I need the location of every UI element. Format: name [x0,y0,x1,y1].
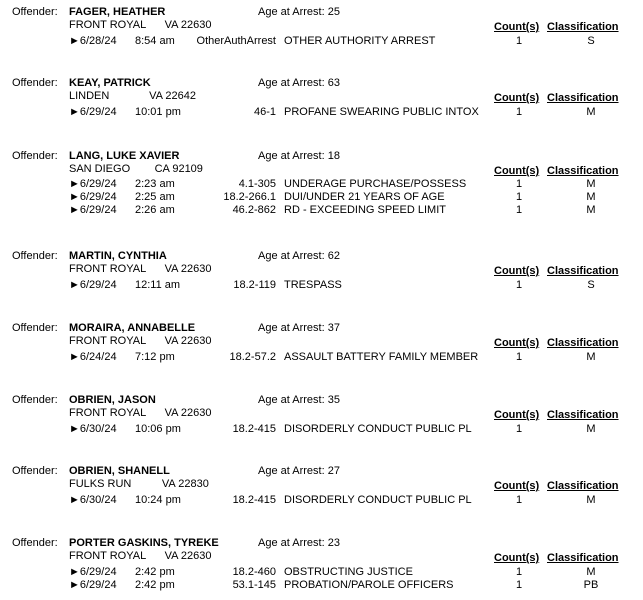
offender-address: FRONT ROYAL VA 22630 [69,19,212,31]
charge-date: ►6/29/24 [69,204,117,216]
charge-time: 2:25 am [135,191,175,203]
offender-name: OBRIEN, JASON [69,394,156,406]
charge-description: OTHER AUTHORITY ARREST [284,35,436,47]
charge-time: 10:24 pm [135,494,181,506]
charge-time: 10:06 pm [135,423,181,435]
charge-classification: M [586,191,596,203]
age-at-arrest: Age at Arrest: 37 [258,322,340,334]
offender-label: Offender: [12,322,58,334]
charge-classification: M [586,178,596,190]
charge-time: 8:54 am [135,35,175,47]
charge-classification: M [586,204,596,216]
charge-statute: 18.2-119 [233,279,276,291]
charge-date: ►6/29/24 [69,106,117,118]
charge-row [0,566,643,578]
offender-name: MORAIRA, ANNABELLE [69,322,196,334]
offender-address: FRONT ROYAL VA 22630 [69,263,212,275]
charge-row [0,35,643,47]
charge-statute: 18.2-266.1 [223,191,276,203]
offender-label: Offender: [12,537,58,549]
charge-time: 7:12 pm [135,351,175,363]
classification-header: Classification [547,165,619,177]
offender-name: FAGER, HEATHER [69,6,166,18]
charge-time: 2:26 am [135,204,175,216]
charge-description: OBSTRUCTING JUSTICE [284,566,413,578]
offender-label: Offender: [12,6,58,18]
charge-count: 1 [516,423,523,435]
charge-count: 1 [516,351,523,363]
charge-description: DISORDERLY CONDUCT PUBLIC PL [284,494,472,506]
charge-description: DISORDERLY CONDUCT PUBLIC PL [284,423,472,435]
age-at-arrest: Age at Arrest: 25 [258,6,340,18]
charge-statute: 18.2-415 [232,423,276,435]
charge-statute: 46.2-862 [232,204,276,216]
offender-name: MARTIN, CYNTHIA [69,250,167,262]
age-at-arrest: Age at Arrest: 23 [258,537,340,549]
charge-date: ►6/29/24 [69,566,117,578]
age-at-arrest: Age at Arrest: 27 [258,465,340,477]
charge-date: ►6/29/24 [69,579,117,591]
charge-statute: 18.2-415 [232,494,276,506]
charge-date: ►6/28/24 [69,35,117,47]
offender-label: Offender: [12,150,58,162]
age-at-arrest: Age at Arrest: 18 [258,150,340,162]
charge-date: ►6/29/24 [69,191,117,203]
offender-address: FRONT ROYAL VA 22630 [69,335,212,347]
charge-time: 2:42 pm [135,566,175,578]
count-header: Count(s) [494,552,540,564]
charge-time: 10:01 pm [135,106,181,118]
offender-name: OBRIEN, SHANELL [69,465,170,477]
charge-description: RD - EXCEEDING SPEED LIMIT [284,204,446,216]
charge-time: 2:42 pm [135,579,175,591]
charge-count: 1 [516,204,523,216]
charge-count: 1 [516,178,523,190]
age-at-arrest: Age at Arrest: 35 [258,394,340,406]
charge-row [0,351,643,363]
charge-row [0,279,643,291]
charge-row [0,106,643,118]
charge-count: 1 [516,566,523,578]
offender-name: KEAY, PATRICK [69,77,151,89]
charge-count: 1 [516,191,523,203]
charge-date: ►6/29/24 [69,178,117,190]
charge-statute: 46-1 [253,106,276,118]
charge-count: 1 [516,494,523,506]
charge-row [0,204,643,216]
offender-label: Offender: [12,250,58,262]
offender-address: LINDEN VA 22642 [69,90,196,102]
classification-header: Classification [547,552,619,564]
charge-description: ASSAULT BATTERY FAMILY MEMBER [284,351,479,363]
count-header: Count(s) [494,480,540,492]
offender-address: FRONT ROYAL VA 22630 [69,550,212,562]
charge-row [0,579,643,591]
charge-date: ►6/24/24 [69,351,117,363]
charge-row [0,191,643,203]
offender-label: Offender: [12,394,58,406]
charge-statute: 18.2-57.2 [229,351,276,363]
charge-description: UNDERAGE PURCHASE/POSSESS [284,178,467,190]
charge-description: TRESPASS [284,279,342,291]
offender-name: PORTER GASKINS, TYREKE [69,537,219,549]
charge-description: DUI/UNDER 21 YEARS OF AGE [284,191,445,203]
charge-count: 1 [516,35,523,47]
charge-time: 12:11 am [135,279,181,291]
classification-header: Classification [547,480,619,492]
count-header: Count(s) [494,21,540,33]
charge-row [0,423,643,435]
charge-classification: M [586,106,596,118]
charge-classification: PB [583,579,599,591]
classification-header: Classification [547,409,619,421]
charge-time: 2:23 am [135,178,175,190]
charge-statute: 4.1-305 [238,178,276,190]
charge-classification: M [586,566,596,578]
charge-count: 1 [516,579,523,591]
count-header: Count(s) [494,409,540,421]
offender-address: FULKS RUN VA 22830 [69,478,209,490]
charge-statute: 53.1-145 [232,579,276,591]
charge-date: ►6/30/24 [69,423,117,435]
charge-statute: 18.2-460 [232,566,276,578]
charge-count: 1 [516,106,523,118]
charge-classification: S [587,35,595,47]
charge-row [0,178,643,190]
charge-classification: S [587,279,595,291]
charge-date: ►6/30/24 [69,494,117,506]
charge-description: PROBATION/PAROLE OFFICERS [284,579,454,591]
charge-description: PROFANE SWEARING PUBLIC INTOX [284,106,479,118]
charge-classification: M [586,423,596,435]
charge-classification: M [586,351,596,363]
charge-date: ►6/29/24 [69,279,117,291]
classification-header: Classification [547,21,619,33]
classification-header: Classification [547,265,619,277]
count-header: Count(s) [494,165,540,177]
offender-label: Offender: [12,465,58,477]
offender-address: SAN DIEGO CA 92109 [69,163,203,175]
age-at-arrest: Age at Arrest: 62 [258,250,340,262]
charge-classification: M [586,494,596,506]
charge-count: 1 [516,279,523,291]
charge-statute: OtherAuthArrest [196,35,276,47]
offender-address: FRONT ROYAL VA 22630 [69,407,212,419]
classification-header: Classification [547,92,619,104]
count-header: Count(s) [494,337,540,349]
count-header: Count(s) [494,92,540,104]
charge-row [0,494,643,506]
offender-label: Offender: [12,77,58,89]
age-at-arrest: Age at Arrest: 63 [258,77,340,89]
count-header: Count(s) [494,265,540,277]
classification-header: Classification [547,337,619,349]
offender-name: LANG, LUKE XAVIER [69,150,180,162]
